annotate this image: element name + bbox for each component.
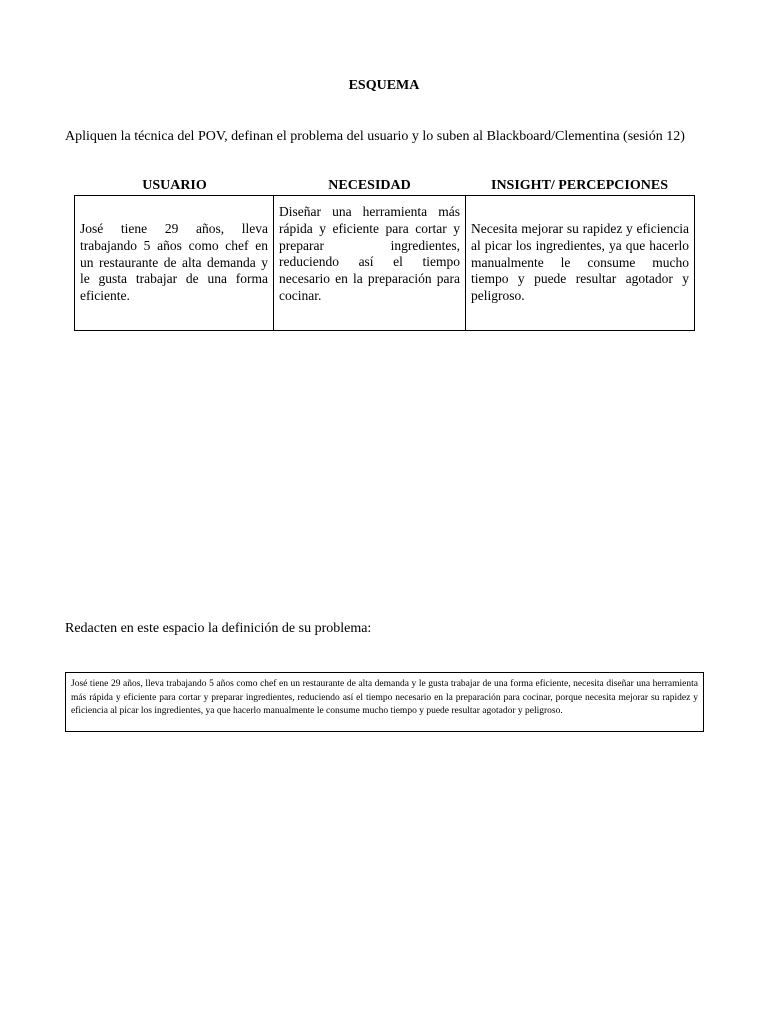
cell-insight: Necesita mejorar su rapidez y eficiencia al picar los ingredientes, ya que hacerlo manualmente le consume mucho tiempo y puede resultar agotador y peligroso. xyxy=(466,196,695,331)
column-header-usuario: USUARIO xyxy=(142,178,207,193)
pov-table xyxy=(74,195,695,331)
column-header-necesidad: NECESIDAD xyxy=(328,178,411,193)
document-title: ESQUEMA xyxy=(348,78,420,93)
problem-definition-box: José tiene 29 años, lleva trabajando 5 años como chef en un restaurante de alta demanda y le gusta trabajar de una forma eficiente, necesita diseñar una herramienta más rápida y eficiente para cortar y preparar ingredientes, reduciendo así el tiempo necesario en la preparación para cocinar, porque necesita mejorar su rapidez y eficiencia al picar los ingredientes, ya que hacerlo manualmente le consume mucho tiempo y puede resultar agotador y peligroso. xyxy=(65,672,704,732)
instructions-text: Apliquen la técnica del POV, definan el problema del usuario y lo suben al Blackboard/Clementina (sesión 12) xyxy=(65,129,685,144)
cell-usuario: José tiene 29 años, lleva trabajando 5 años como chef en un restaurante de alta demanda y le gusta trabajar de una forma eficiente. xyxy=(75,196,274,331)
column-header-insight: INSIGHT/ PERCEPCIONES xyxy=(491,178,668,193)
table-row xyxy=(75,196,695,331)
definition-prompt: Redacten en este espacio la definición de su problema: xyxy=(65,621,372,636)
cell-necesidad: Diseñar una herramienta más rápida y eficiente para cortar y preparar ingredientes, reduciendo así el tiempo necesario en la preparación para cocinar. xyxy=(274,196,466,331)
